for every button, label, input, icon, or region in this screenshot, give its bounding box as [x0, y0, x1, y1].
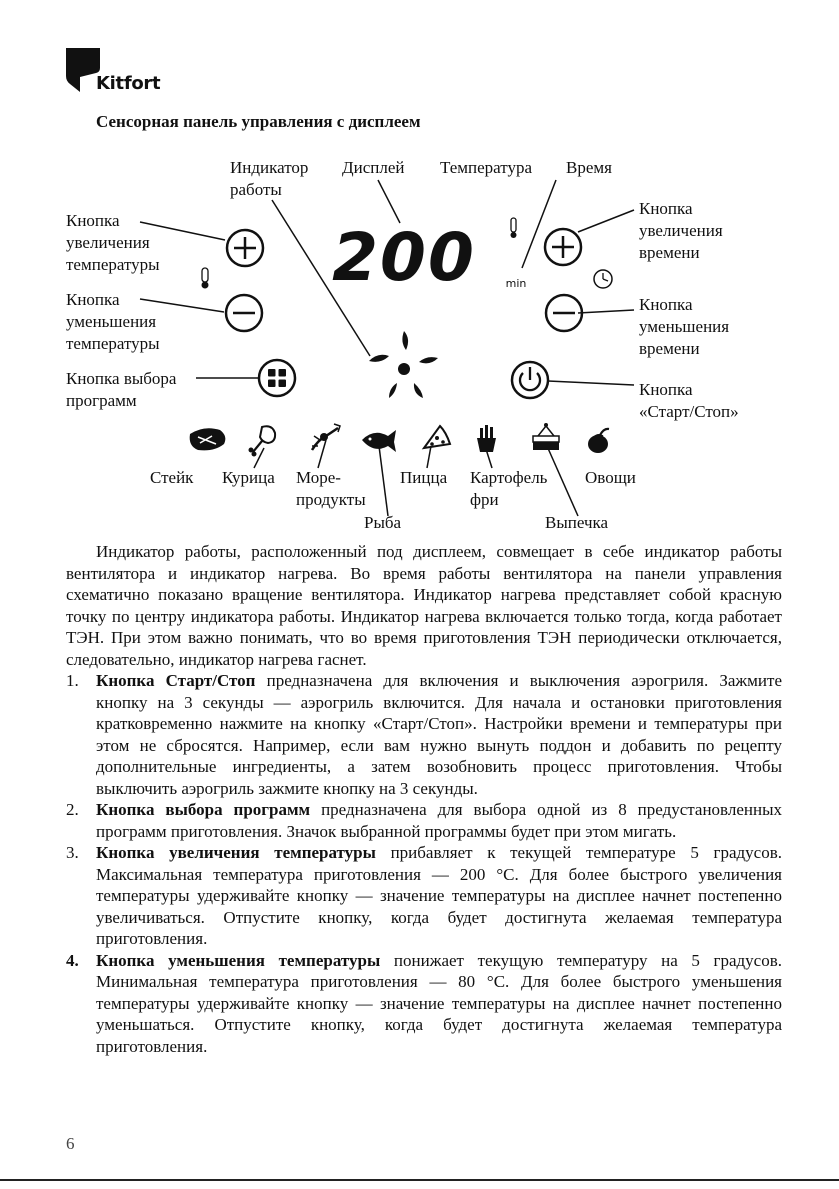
brand-name: Kitfort — [96, 73, 161, 94]
fries-icon[interactable] — [477, 425, 496, 452]
item-number: 2. — [66, 800, 79, 819]
temperature-decrease-button[interactable] — [226, 295, 262, 331]
item-number: 3. — [66, 843, 79, 862]
item-title: Кнопка уменьшения температуры — [96, 950, 381, 970]
section-title: Сенсорная панель управления с дисплеем — [96, 112, 421, 131]
seafood-icon[interactable] — [312, 424, 340, 450]
intro-paragraph: Индикатор работы, расположенный под дисплеем, совмещает в себе индикатор работы вентилятора и индикатор нагрева. Во время работы вентилятора на панели управления схематично показано вращение вентилятора. Индикатор нагрева представляет собой красную точку по центру индикатора работы. Индикатор нагрева включается только тогда, когда работает ТЭН. При этом важно понимать, что во время приготовления ТЭН периодически отключается, следовательно, индикатор нагрева гаснет. — [66, 542, 782, 669]
steak-icon[interactable] — [190, 428, 226, 450]
body-text — [66, 541, 782, 1057]
fan-indicator-icon — [369, 331, 438, 398]
label-steak: Стейк — [150, 468, 194, 487]
label-temp-up: Кнопка увеличения температуры — [66, 211, 160, 274]
label-chicken: Курица — [222, 468, 275, 487]
item-title: Кнопка Старт/Стоп — [96, 671, 256, 690]
start-stop-button[interactable] — [512, 362, 548, 398]
list-item — [66, 842, 782, 950]
bottom-rule — [0, 1179, 839, 1181]
page-number: 6 — [66, 1134, 75, 1153]
label-time-down: Кнопка уменьшения времени — [639, 295, 730, 358]
pizza-icon[interactable] — [424, 426, 450, 448]
label-pizza: Пицца — [400, 468, 448, 487]
fish-icon[interactable] — [362, 430, 396, 452]
bakery-icon[interactable] — [533, 423, 559, 450]
list-item — [66, 670, 782, 799]
item-text: понижает текущую температуру на 5 градусов. Минимальная температура приготовления — 80 °С. Для более быстрого уменьшения температуры удерживайте кнопку — значение температуры на дисплее начнет постепенно уменьшаться. Отпустите кнопку, когда будет достигнута желаемая температура приготовления. — [96, 950, 783, 1056]
item-text: предназначена для выбора одной из 8 предустановленных программ приготовления. Значок выбранной программы будет при этом мигать. — [96, 800, 782, 841]
label-fish: Рыба — [364, 513, 402, 532]
label-start-stop: Кнопка «Старт/Стоп» — [639, 380, 739, 421]
list-item — [66, 950, 782, 1058]
list-item — [66, 799, 782, 842]
label-temp-down: Кнопка уменьшения температуры — [66, 290, 160, 353]
clock-icon — [594, 270, 612, 288]
thermometer-icon — [202, 268, 209, 289]
time-decrease-button[interactable] — [546, 295, 582, 331]
item-number: 1. — [66, 671, 79, 690]
label-fries: Картофель фри — [470, 468, 548, 509]
vegetables-icon[interactable] — [588, 429, 609, 453]
instructions-list — [66, 670, 782, 1057]
program-select-button[interactable] — [259, 360, 295, 396]
display-thermometer-icon — [511, 218, 517, 238]
item-text: прибавляет к текущей температуре 5 градусов. Максимальная температура приготовления — 200 °С. Для более быстрого увеличения температуры удерживайте кнопку — значение температуры на дисплее начнет постепенно увеличиваться. Отпустите кнопку, когда будет достигнута желаемая температура приготовления. — [96, 843, 782, 948]
item-text: предназначена для включения и выключения аэрогриля. Зажмите кнопку на 3 секунды — аэрогриль включится. Для начала и остановки приготовления кратковременно нажмите на кнопку «Старт/Стоп». Настройки времени и температуры при этом не сбросятся. Например, если вам нужно вынуть поддон и добавить по рецепту дополнительные ингредиенты, а затем возобновить процесс приготовления. Чтобы выключить аэрогриль зажмите кнопку на 3 секунды. — [96, 671, 782, 798]
temperature-increase-button[interactable] — [227, 230, 263, 266]
time-increase-button[interactable] — [545, 229, 581, 265]
display-unit: min — [505, 277, 527, 290]
display-value: 200 — [332, 219, 476, 296]
item-number: 4. — [66, 950, 79, 970]
label-display: Дисплей — [342, 158, 405, 177]
label-temperature: Температура — [440, 158, 533, 177]
label-seafood: Море- продукты — [296, 468, 366, 509]
label-indicator: Индикатор работы — [230, 158, 309, 199]
label-time: Время — [566, 158, 612, 177]
label-program: Кнопка выбора программ — [66, 369, 177, 410]
item-title: Кнопка увеличения температуры — [96, 843, 376, 862]
label-vegetables: Овощи — [585, 468, 636, 487]
label-time-up: Кнопка увеличения времени — [639, 199, 723, 262]
item-title: Кнопка выбора программ — [96, 800, 311, 819]
label-bakery: Выпечка — [545, 513, 609, 532]
